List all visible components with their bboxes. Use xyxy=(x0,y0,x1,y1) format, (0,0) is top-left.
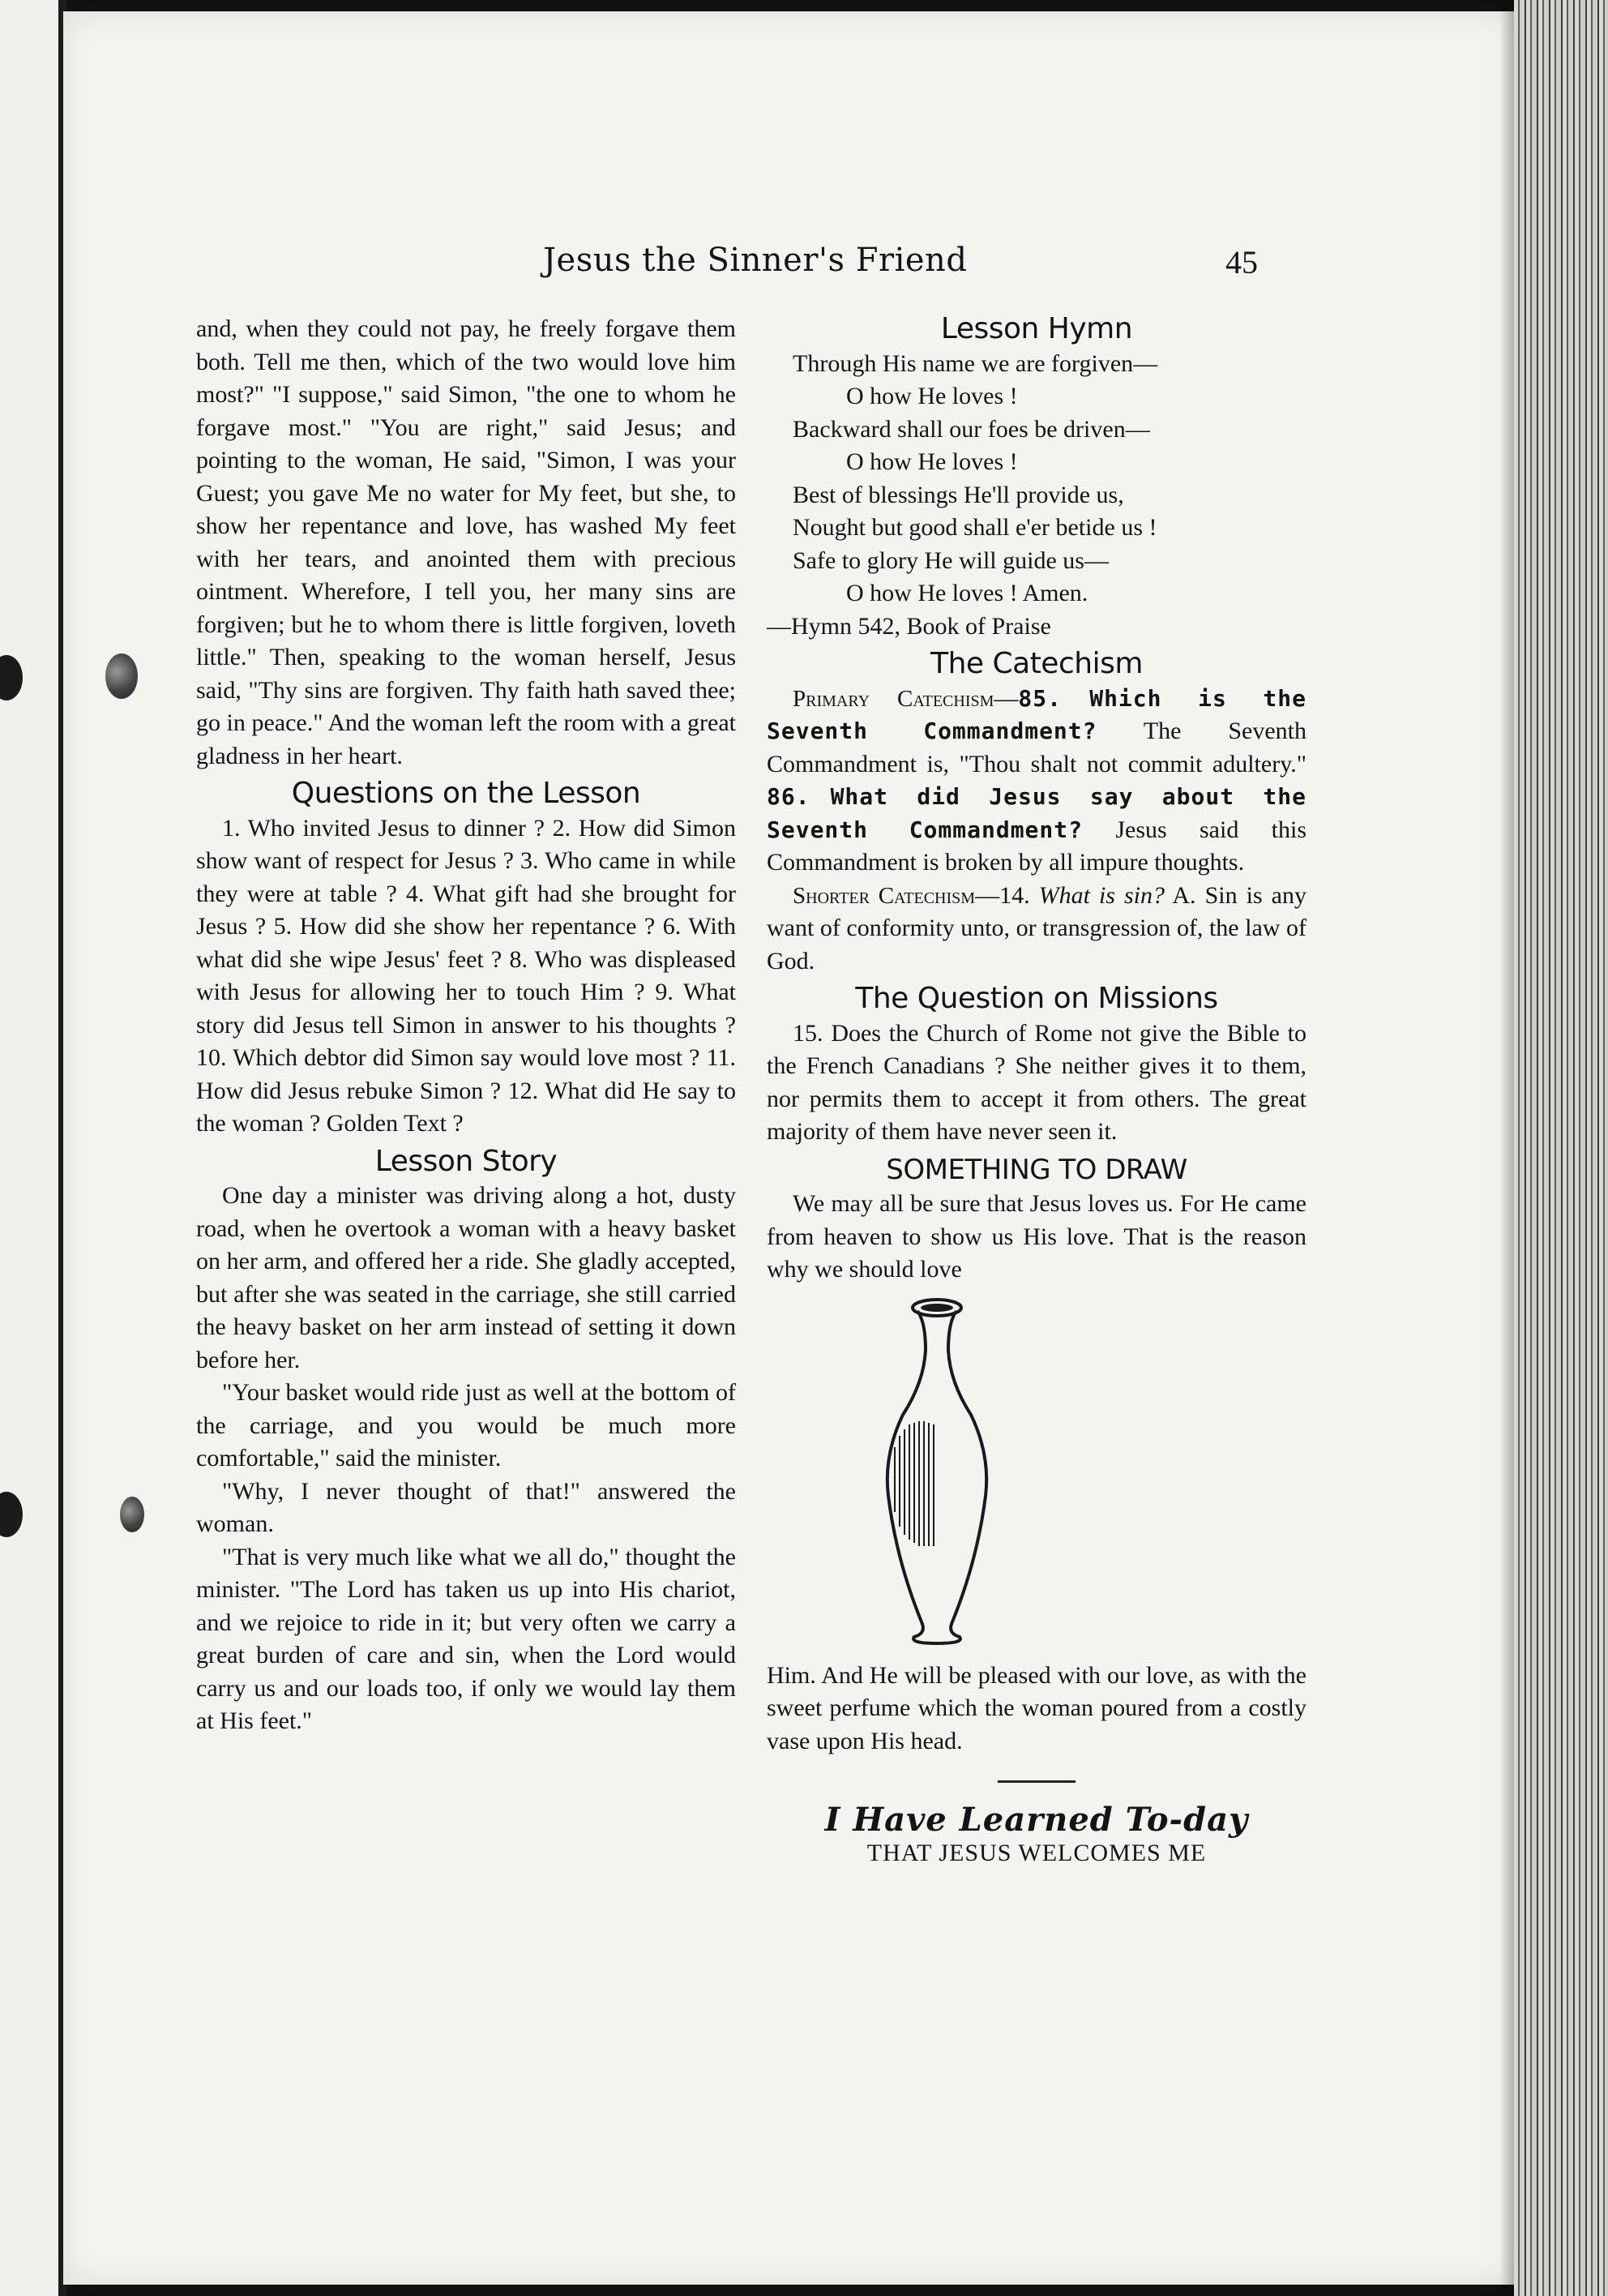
story-paragraph: One day a minister was driving along a hot, dusty road, when he overtook a woman with a heavy basket on her arm, and offered her a ride. She gladly accepted, but after she was seated in the carriage, she still carried the heavy basket on her arm instead of setting it down before her. xyxy=(196,1182,736,1373)
hymn-line: O how He loves ! xyxy=(846,383,1018,409)
punch-hole-icon xyxy=(120,1497,144,1532)
punch-hole-icon xyxy=(105,653,138,699)
shorter-catechism-label: Shorter Catechism xyxy=(793,882,976,909)
q85-answer: The Seventh Commandment is, "Thou shalt not commit adultery." xyxy=(767,718,1306,777)
primary-catechism: Primary Catechism—85. Which is the Seventh Commandment? The Seventh Commandment is, "Thou shalt not commit adultery." 86. What did Jesus say about the Seventh Commandment? Jesus said this Commandment is broken by all impure thoughts. xyxy=(767,684,1307,876)
story-heading: Lesson Story xyxy=(374,1144,558,1178)
missions-text: 15. Does the Church of Rome not give the Bible to the French Canadians ? She neither gives it to them, nor permits them to accept it from others. The great majority of them have never seen it. xyxy=(767,1019,1306,1145)
hymn-attribution: —Hymn 542, Book of Praise xyxy=(767,612,1051,640)
hymn-line: Through His name we are forgiven— xyxy=(793,349,1158,377)
section-rule xyxy=(998,1780,1076,1783)
questions-text: 1. Who invited Jesus to dinner ? 2. How did Simon show want of respect for Jesus ? 3. Who came in while they were at table ? 4. What gift had she brought for Jesus ? 5. How did she show her repentance ? 6. With what did she wipe Jesus' feet ? 8. Who was displeased with Jesus for allowing her to touch Him ? 9. What story did Jesus tell Simon in answer to his thoughts ? 10. Which debtor did Simon say would love most ? 11. How did Jesus rebuke Simon ? 12. What did He say to the woman ? Golden Text ? xyxy=(196,814,736,1137)
hymn-line: Safe to glory He will guide us— xyxy=(793,546,1109,574)
story-paragraph: "That is very much like what we all do," thought the minister. "The Lord has taken us up into His chariot, and we rejoice to ride in it; but very often we carry a great burden of care and sin, when the Lord would carry us and our loads too, if only we would lay them at His feet." xyxy=(196,1543,736,1734)
running-head: Jesus the Sinner's Friend xyxy=(543,242,968,279)
page-number: 45 xyxy=(1225,244,1258,281)
hymn-line: O how He loves ! xyxy=(846,448,1018,475)
opening-paragraph: and, when they could not pay, he freely forgave them both. Tell me then, which of the two would love him most?" "I suppose," said Simon, "the one to whom he forgave most." "You are right," said Jesus; and pointing to the woman, He said, "Simon, I was your Guest; you gave Me no water for My feet, but she, to show her repentance and love, has washed My feet with her tears, and anointed them with precious ointment. Wherefore, I tell you, her many sins are forgiven; but he to whom there is little forgiven, loveth little." Then, speaking to the woman herself, Jesus said, "Thy sins are forgiven. Thy faith hath saved thee; go in peace." And the woman left the room with a great gladness in her heart. xyxy=(196,315,736,769)
q86-answer: Jesus said this Commandment is broken by all impure thoughts. xyxy=(767,816,1307,876)
vase-illustration xyxy=(767,1287,1306,1660)
q14-number: 14. xyxy=(999,881,1030,909)
hymn-line: Best of blessings He'll provide us, xyxy=(793,481,1124,508)
left-column xyxy=(196,313,736,1738)
q86-number: 86. xyxy=(767,783,810,810)
vase-icon xyxy=(856,1293,1018,1653)
q85-number: 85. xyxy=(1018,684,1062,712)
story-paragraph: "Your basket would ride just as well at the bottom of the carriage, and you would be much more comfortable," said the minister. xyxy=(196,1379,736,1471)
q86-question: What did Jesus say about the Seventh Commandment? xyxy=(767,783,1306,843)
catechism-heading: The Catechism xyxy=(930,647,1143,680)
q14-answer: A. Sin is any want of conformity unto, or transgression of, the law of God. xyxy=(767,881,1306,975)
hymn-heading: Lesson Hymn xyxy=(940,312,1133,345)
hymn-line: Backward shall our foes be driven— xyxy=(793,415,1150,443)
draw-heading: SOMETHING TO DRAW xyxy=(886,1153,1187,1186)
hymn xyxy=(767,348,1306,644)
primary-catechism-label: Primary Catechism xyxy=(793,685,994,712)
binding-gutter xyxy=(0,0,65,2296)
questions-heading: Questions on the Lesson xyxy=(291,777,641,810)
story-paragraph: "Why, I never thought of that!" answered the woman. xyxy=(196,1477,736,1537)
right-column xyxy=(767,313,1306,1870)
hymn-line: O how He loves ! Amen. xyxy=(846,580,1088,606)
shorter-catechism: Shorter Catechism—14. What is sin? A. Sin is any want of conformity unto, or transgression of, the law of God. xyxy=(767,881,1306,975)
learned-title: I Have Learned To-day xyxy=(824,1801,1249,1839)
q14-question: What is sin? xyxy=(1038,881,1165,909)
learned-subtitle: THAT JESUS WELCOMES ME xyxy=(866,1839,1207,1866)
draw-text-before: We may all be sure that Jesus loves us. For He came from heaven to show us His love. That is the reason why we should love xyxy=(767,1190,1306,1283)
q85-question: Which is the Seventh Commandment? xyxy=(767,684,1306,744)
missions-heading: The Question on Missions xyxy=(855,982,1218,1015)
book-edge xyxy=(1514,0,1608,2296)
hymn-line: Nought but good shall e'er betide us ! xyxy=(793,514,1157,541)
draw-text-after: Him. And He will be pleased with our love, as with the sweet perfume which the woman poured from a costly vase upon His head. xyxy=(767,1661,1306,1754)
